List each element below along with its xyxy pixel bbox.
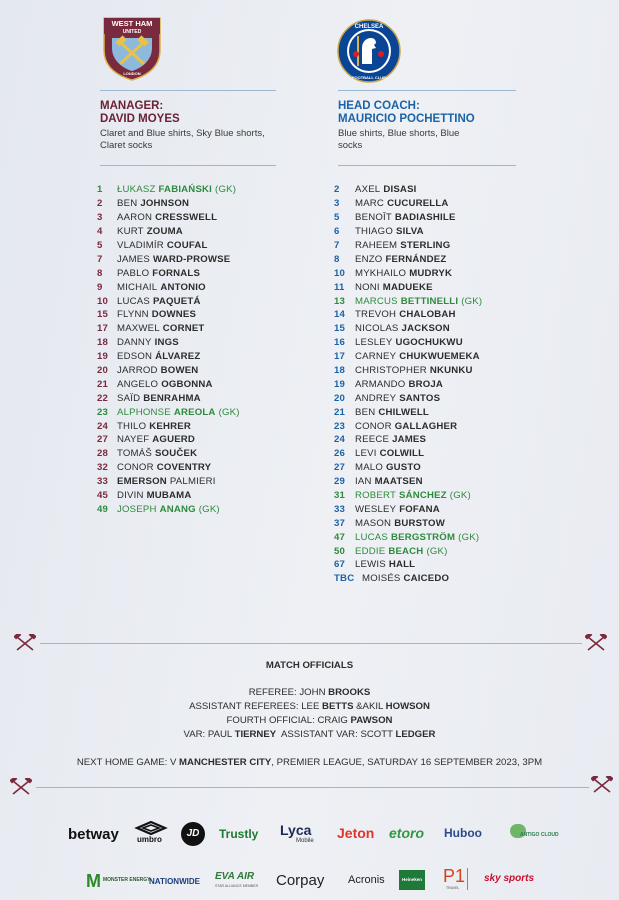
- squad-number: 29: [334, 476, 346, 488]
- player-first-name: ANDREY: [355, 392, 397, 404]
- player-last-name: JAMES: [392, 434, 427, 446]
- player-last-name: CRESSWELL: [155, 212, 218, 224]
- player-first-name: ŁUKASZ: [117, 184, 156, 196]
- player-last-name: PALMIERI: [169, 476, 216, 488]
- squad-number: 17: [97, 323, 109, 335]
- player-first-name: THILO: [117, 420, 147, 432]
- next-home-game: [0, 757, 619, 768]
- squad-number: 15: [97, 309, 109, 321]
- player-last-name: AREOLA: [173, 406, 216, 418]
- player-last-name: MUDRYK: [409, 267, 453, 279]
- sponsor-lyca-logo: Lyca: [280, 822, 312, 838]
- player-first-name: ARMANDO: [355, 378, 406, 390]
- player-row: [334, 489, 516, 503]
- referee-last: BROOKS: [328, 687, 371, 698]
- player-row: [97, 294, 276, 308]
- player-first-name: SAÏD: [117, 392, 141, 404]
- player-last-name: OGBONNA: [161, 378, 213, 390]
- player-first-name: MARCUS: [355, 295, 398, 307]
- goalkeeper-tag: (GK): [458, 531, 480, 543]
- var-label: VAR:: [183, 729, 206, 740]
- crossed-hammers-icon: [10, 778, 32, 796]
- squad-number: 8: [334, 253, 340, 265]
- referee-first: JOHN: [299, 687, 326, 698]
- player-first-name: MASON: [355, 517, 392, 529]
- squad-number: 13: [334, 295, 346, 307]
- player-row: [334, 405, 516, 419]
- sponsor-star-alliance-text: STAR ALLIANCE MEMBER: [215, 884, 259, 888]
- home-team-column: [97, 90, 276, 516]
- player-last-name: CAICEDO: [403, 573, 450, 585]
- player-first-name: JARROD: [117, 365, 158, 377]
- fourth-official-line: [0, 715, 619, 726]
- sponsor-skysports-logo: sky sports: [484, 873, 535, 884]
- player-first-name: AARON: [117, 212, 153, 224]
- crossed-hammers-icon: [14, 634, 36, 652]
- squad-number: 10: [97, 295, 109, 307]
- player-row: [334, 308, 516, 322]
- home-kit: Claret and Blue shirts, Sky Blue shorts, Claret socks: [100, 128, 265, 151]
- player-first-name: DANNY: [117, 337, 152, 349]
- player-first-name: WESLEY: [355, 503, 397, 515]
- player-last-name: AGUERD: [152, 434, 196, 446]
- player-row: [334, 516, 516, 530]
- player-row: [334, 419, 516, 433]
- fourth-first: CRAIG: [317, 715, 348, 726]
- officials-heading: MATCH OFFICIALS: [265, 660, 354, 671]
- var-last: TIERNEY: [234, 729, 277, 740]
- player-row: [334, 197, 516, 211]
- sponsor-monster-icon: M: [86, 871, 101, 891]
- squad-number: 37: [334, 517, 346, 529]
- squad-number: 18: [334, 365, 346, 377]
- player-first-name: LEVI: [355, 448, 377, 460]
- player-row: [334, 475, 516, 489]
- goalkeeper-tag: (GK): [198, 503, 220, 515]
- squad-number: 10: [334, 267, 346, 279]
- section-divider: [36, 787, 589, 788]
- referee-line: [0, 687, 619, 698]
- squad-number: 31: [334, 490, 346, 502]
- sponsor-jeton-logo: Jeton: [337, 825, 375, 841]
- player-row: [97, 489, 276, 503]
- assistant1-last: BETTS: [322, 701, 354, 712]
- player-first-name: BEN: [355, 406, 376, 418]
- player-row: [97, 391, 276, 405]
- player-last-name: COUFAL: [166, 240, 208, 251]
- player-last-name: INGS: [154, 337, 179, 349]
- next-game-prefix: NEXT HOME GAME: V: [76, 757, 177, 768]
- player-row: [334, 225, 516, 239]
- player-first-name: TREVOH: [355, 309, 397, 321]
- player-last-name: STERLING: [400, 240, 451, 251]
- player-first-name: ENZO: [355, 253, 383, 265]
- squad-number: 16: [334, 337, 346, 349]
- section-divider: [40, 643, 582, 644]
- player-last-name: COLWILL: [379, 448, 425, 460]
- squad-number: 26: [334, 448, 346, 460]
- player-row: [97, 252, 276, 266]
- player-row: [97, 183, 276, 197]
- player-first-name: TOMÁŠ: [117, 448, 152, 460]
- squad-number: 19: [97, 351, 109, 363]
- player-last-name: BADIASHILE: [394, 212, 456, 224]
- squad-number: 5: [334, 212, 340, 224]
- avar-first: SCOTT: [360, 729, 393, 740]
- away-manager-role: HEAD COACH:: [338, 100, 420, 112]
- goalkeeper-tag: (GK): [215, 184, 237, 196]
- var-first: PAUL: [207, 729, 232, 740]
- squad-number: 18: [97, 337, 109, 349]
- player-last-name: JACKSON: [401, 323, 450, 335]
- player-last-name: SOUČEK: [154, 448, 198, 460]
- player-last-name: ANTONIO: [160, 281, 206, 293]
- sponsor-p1-travel-text: TRAVEL: [446, 886, 460, 890]
- away-team-column: [334, 90, 516, 586]
- squad-number: 11: [334, 281, 345, 293]
- squad-number: 22: [97, 392, 109, 404]
- player-first-name: LESLEY: [355, 337, 393, 349]
- squad-number: 23: [334, 420, 346, 432]
- assistants-label: ASSISTANT REFEREES:: [189, 701, 299, 712]
- player-last-name: BROJA: [408, 378, 444, 390]
- player-last-name: JOHNSON: [140, 198, 190, 210]
- squad-number: 3: [97, 212, 103, 224]
- player-last-name: GALLAGHER: [394, 420, 458, 432]
- player-row: [97, 336, 276, 350]
- player-last-name: WARD-PROWSE: [153, 253, 231, 265]
- player-first-name: NONI: [355, 281, 380, 293]
- squad-number: 20: [97, 365, 109, 377]
- player-last-name: SANTOS: [399, 392, 441, 404]
- player-row: [334, 461, 516, 475]
- umbro-text: umbro: [137, 835, 162, 844]
- player-last-name: BEACH: [388, 545, 424, 557]
- player-first-name: ALPHONSE: [117, 406, 171, 418]
- assistant2-last: HOWSON: [385, 701, 430, 712]
- player-first-name: MALO: [355, 462, 383, 474]
- player-last-name: MAATSEN: [374, 476, 423, 488]
- player-row: [334, 391, 516, 405]
- player-first-name: MICHAIL: [117, 281, 158, 293]
- squad-number: 50: [334, 545, 346, 557]
- squad-number: 23: [97, 406, 109, 418]
- player-row: [334, 433, 516, 447]
- squad-number: 28: [97, 448, 109, 460]
- home-manager-role: MANAGER:: [100, 100, 164, 112]
- squad-number: 24: [97, 420, 109, 432]
- home-squad-list: [97, 183, 276, 516]
- squad-number: 3: [334, 198, 340, 210]
- player-row: [97, 350, 276, 364]
- player-first-name: THIAGO: [355, 226, 393, 238]
- player-last-name: BENRAHMA: [143, 392, 201, 404]
- player-row: [97, 322, 276, 336]
- sponsor-huboo-logo: Huboo: [444, 826, 482, 840]
- fourth-label: FOURTH OFFICIAL:: [226, 715, 315, 726]
- crest-text-1: CHELSEA: [354, 24, 384, 30]
- player-row: [334, 239, 516, 253]
- player-last-name: CUCURELLA: [387, 198, 449, 210]
- umbro-diamond-icon: [134, 821, 168, 835]
- player-row: [97, 461, 276, 475]
- squad-number: 7: [334, 240, 340, 251]
- sponsor-nationwide-logo: NATIONWIDE: [149, 877, 200, 886]
- sponsor-cloud-text: ANTIGO CLOUD: [520, 832, 559, 838]
- player-first-name: EDDIE: [355, 545, 386, 557]
- player-row: [97, 502, 276, 516]
- squad-number: 2: [334, 184, 340, 196]
- player-first-name: AXEL: [355, 184, 381, 196]
- assistants-line: [0, 701, 619, 712]
- player-first-name: EDSON: [117, 351, 153, 363]
- crest-text-2: UNITED: [122, 29, 142, 35]
- player-last-name: CORNET: [162, 323, 205, 335]
- player-last-name: CHUKWUEMEKA: [399, 351, 480, 363]
- squad-number: 19: [334, 378, 346, 390]
- player-row: [97, 280, 276, 294]
- player-last-name: DISASI: [383, 184, 417, 196]
- var-line: [0, 729, 619, 740]
- squad-number: 24: [334, 434, 346, 446]
- sponsor-etoro-logo: etoro: [389, 825, 424, 841]
- squad-number: 67: [334, 559, 346, 571]
- player-first-name: CARNEY: [355, 351, 397, 363]
- squad-number: 15: [334, 323, 346, 335]
- squad-number: 32: [97, 462, 109, 474]
- player-last-name: UGOCHUKWU: [395, 337, 463, 349]
- sponsor-umbro-logo: [134, 821, 168, 849]
- away-manager-name: MAURICIO POCHETTINO: [338, 113, 475, 125]
- home-manager-name: DAVID MOYES: [100, 113, 180, 125]
- player-first-name: FLYNN: [117, 309, 149, 321]
- player-last-name: FORNALS: [152, 267, 201, 279]
- squad-number: TBC: [334, 573, 355, 585]
- player-row: [334, 336, 516, 350]
- assistant1-first: LEE: [301, 701, 320, 712]
- sponsor-acronis-logo: Acronis: [348, 874, 385, 886]
- player-last-name: NKUNKU: [429, 365, 473, 377]
- player-first-name: BEN: [117, 198, 138, 210]
- player-row: [334, 252, 516, 266]
- player-row: [97, 308, 276, 322]
- divider: [338, 165, 516, 166]
- goalkeeper-tag: (GK): [426, 545, 448, 557]
- player-row: [334, 377, 516, 391]
- crest-text-3: LONDON: [123, 71, 141, 76]
- player-first-name: CONOR: [117, 462, 154, 474]
- player-first-name: MYKHAILO: [355, 267, 407, 279]
- player-row: [97, 225, 276, 239]
- crest-text-1: WEST HAM: [111, 19, 153, 28]
- player-row: [97, 447, 276, 461]
- player-first-name: LUCAS: [355, 531, 388, 543]
- player-first-name: MOISÉS: [362, 573, 401, 585]
- player-last-name: KEHRER: [149, 420, 191, 432]
- next-game-opponent: MANCHESTER CITY: [179, 757, 272, 768]
- player-last-name: SILVA: [395, 226, 424, 238]
- divider: [100, 165, 276, 166]
- player-row: [334, 350, 516, 364]
- squad-number: 20: [334, 392, 346, 404]
- player-row: [97, 405, 276, 419]
- player-row: [97, 377, 276, 391]
- sponsor-lyca-mobile-text: Mobile: [296, 838, 314, 844]
- player-first-name: BENOÎT: [355, 212, 392, 224]
- player-first-name: JOSEPH: [117, 503, 157, 515]
- player-last-name: MUBAMA: [146, 490, 192, 502]
- squad-number: 4: [97, 226, 103, 238]
- player-row: [334, 530, 516, 544]
- sponsor-monster-text: MONSTER ENERGY: [103, 877, 151, 883]
- squad-number: 27: [334, 462, 346, 474]
- player-last-name: SÁNCHEZ: [399, 490, 447, 502]
- squad-number: 33: [97, 476, 109, 488]
- player-last-name: BURSTOW: [394, 517, 445, 529]
- crest-text-2: FOOTBALL CLUB: [352, 75, 386, 80]
- player-first-name: EMERSON: [117, 476, 167, 488]
- player-row: [97, 433, 276, 447]
- divider: [338, 90, 516, 91]
- divider: [100, 90, 276, 91]
- squad-number: 21: [334, 406, 346, 418]
- sponsor-betway-logo: betway: [68, 826, 119, 843]
- player-first-name: ROBERT: [355, 490, 397, 502]
- player-first-name: MARC: [355, 198, 385, 210]
- sponsor-corpay-logo: Corpay: [276, 872, 325, 889]
- player-last-name: FOFANA: [399, 503, 440, 515]
- player-first-name: LUCAS: [117, 295, 150, 307]
- chelsea-crest-icon: [334, 18, 404, 84]
- goalkeeper-tag: (GK): [461, 295, 483, 307]
- player-last-name: FABIAŃSKI: [158, 184, 213, 196]
- player-row: [334, 558, 516, 572]
- player-row: [334, 572, 516, 586]
- player-last-name: BERGSTRÖM: [391, 531, 456, 543]
- player-first-name: LEWIS: [355, 559, 386, 571]
- player-last-name: BOWEN: [160, 365, 199, 377]
- player-first-name: IAN: [355, 476, 372, 488]
- sponsor-divider: [467, 868, 468, 890]
- player-row: [334, 294, 516, 308]
- player-first-name: JAMES: [117, 253, 150, 265]
- referee-label: REFEREE:: [248, 687, 297, 698]
- squad-number: 9: [97, 281, 103, 293]
- player-last-name: CHALOBAH: [399, 309, 456, 321]
- player-first-name: NICOLAS: [355, 323, 399, 335]
- player-row: [97, 266, 276, 280]
- away-kit: Blue shirts, Blue shorts, Blue socks: [338, 128, 460, 151]
- player-last-name: CHILWELL: [378, 406, 429, 418]
- player-row: [334, 364, 516, 378]
- squad-number: 7: [97, 253, 103, 265]
- player-first-name: PABLO: [117, 267, 150, 279]
- squad-number: 2: [97, 198, 103, 210]
- player-last-name: HALL: [388, 559, 416, 571]
- player-first-name: CONOR: [355, 420, 392, 432]
- squad-number: 27: [97, 434, 109, 446]
- player-row: [334, 544, 516, 558]
- player-last-name: ÁLVAREZ: [155, 351, 201, 363]
- sponsor-evaair-logo: EVA AIR: [215, 871, 255, 882]
- sponsor-trustly-logo: Trustly: [219, 827, 259, 841]
- player-row: [97, 211, 276, 225]
- west-ham-crest-icon: [100, 16, 164, 82]
- player-row: [97, 197, 276, 211]
- player-first-name: KURT: [117, 226, 144, 238]
- squad-number: 5: [97, 240, 103, 251]
- player-row: [334, 502, 516, 516]
- sponsor-jd-logo: JD: [181, 822, 205, 846]
- player-row: [97, 364, 276, 378]
- sponsor-p1-logo: P1: [443, 866, 466, 886]
- player-row: [334, 447, 516, 461]
- player-first-name: VLADIMÍR: [117, 240, 164, 251]
- player-last-name: BETTINELLI: [400, 295, 459, 307]
- assistant2-first: AKIL: [362, 701, 383, 712]
- squad-number: 45: [97, 490, 109, 502]
- fourth-last: PAWSON: [350, 715, 393, 726]
- squad-number: 21: [97, 378, 109, 390]
- crossed-hammers-icon: [591, 776, 613, 794]
- player-row: [97, 475, 276, 489]
- next-game-details: , PREMIER LEAGUE, SATURDAY 16 SEPTEMBER 2023, 3PM: [271, 757, 543, 768]
- squad-number: 14: [334, 309, 346, 321]
- squad-number: 33: [334, 503, 346, 515]
- crossed-hammers-icon: [585, 634, 607, 652]
- player-first-name: DIVIN: [117, 490, 144, 502]
- squad-number: 49: [97, 503, 109, 515]
- player-first-name: ANGELO: [117, 378, 159, 390]
- player-row: [334, 183, 516, 197]
- player-first-name: MAXWEL: [117, 323, 160, 335]
- goalkeeper-tag: (GK): [218, 406, 240, 418]
- player-last-name: ANANG: [159, 503, 196, 515]
- squad-number: 17: [334, 351, 346, 363]
- sponsor-heineken-logo: Heineken: [399, 870, 425, 890]
- player-first-name: NAYEF: [117, 434, 150, 446]
- player-row: [334, 322, 516, 336]
- player-first-name: REECE: [355, 434, 390, 446]
- squad-number: 6: [334, 226, 340, 238]
- player-last-name: DOWNES: [151, 309, 197, 321]
- squad-number: 8: [97, 267, 103, 279]
- player-last-name: PAQUETÁ: [153, 295, 201, 307]
- squad-number: 1: [97, 184, 103, 196]
- goalkeeper-tag: (GK): [449, 490, 471, 502]
- player-row: [334, 266, 516, 280]
- player-row: [334, 211, 516, 225]
- assistants-joiner: &: [356, 701, 363, 712]
- avar-label: ASSISTANT VAR:: [280, 729, 358, 740]
- player-row: [334, 280, 516, 294]
- player-row: [97, 419, 276, 433]
- squad-number: 47: [334, 531, 346, 543]
- avar-last: LEDGER: [395, 729, 436, 740]
- player-last-name: ZOUMA: [146, 226, 183, 238]
- player-last-name: MADUEKE: [382, 281, 433, 293]
- player-row: [97, 239, 276, 253]
- away-squad-list: [334, 183, 516, 586]
- player-last-name: FERNÁNDEZ: [385, 253, 447, 265]
- player-last-name: COVENTRY: [156, 462, 212, 474]
- player-first-name: CHRISTOPHER: [355, 365, 427, 377]
- player-last-name: GUSTO: [386, 462, 421, 474]
- player-first-name: RAHEEM: [355, 240, 398, 251]
